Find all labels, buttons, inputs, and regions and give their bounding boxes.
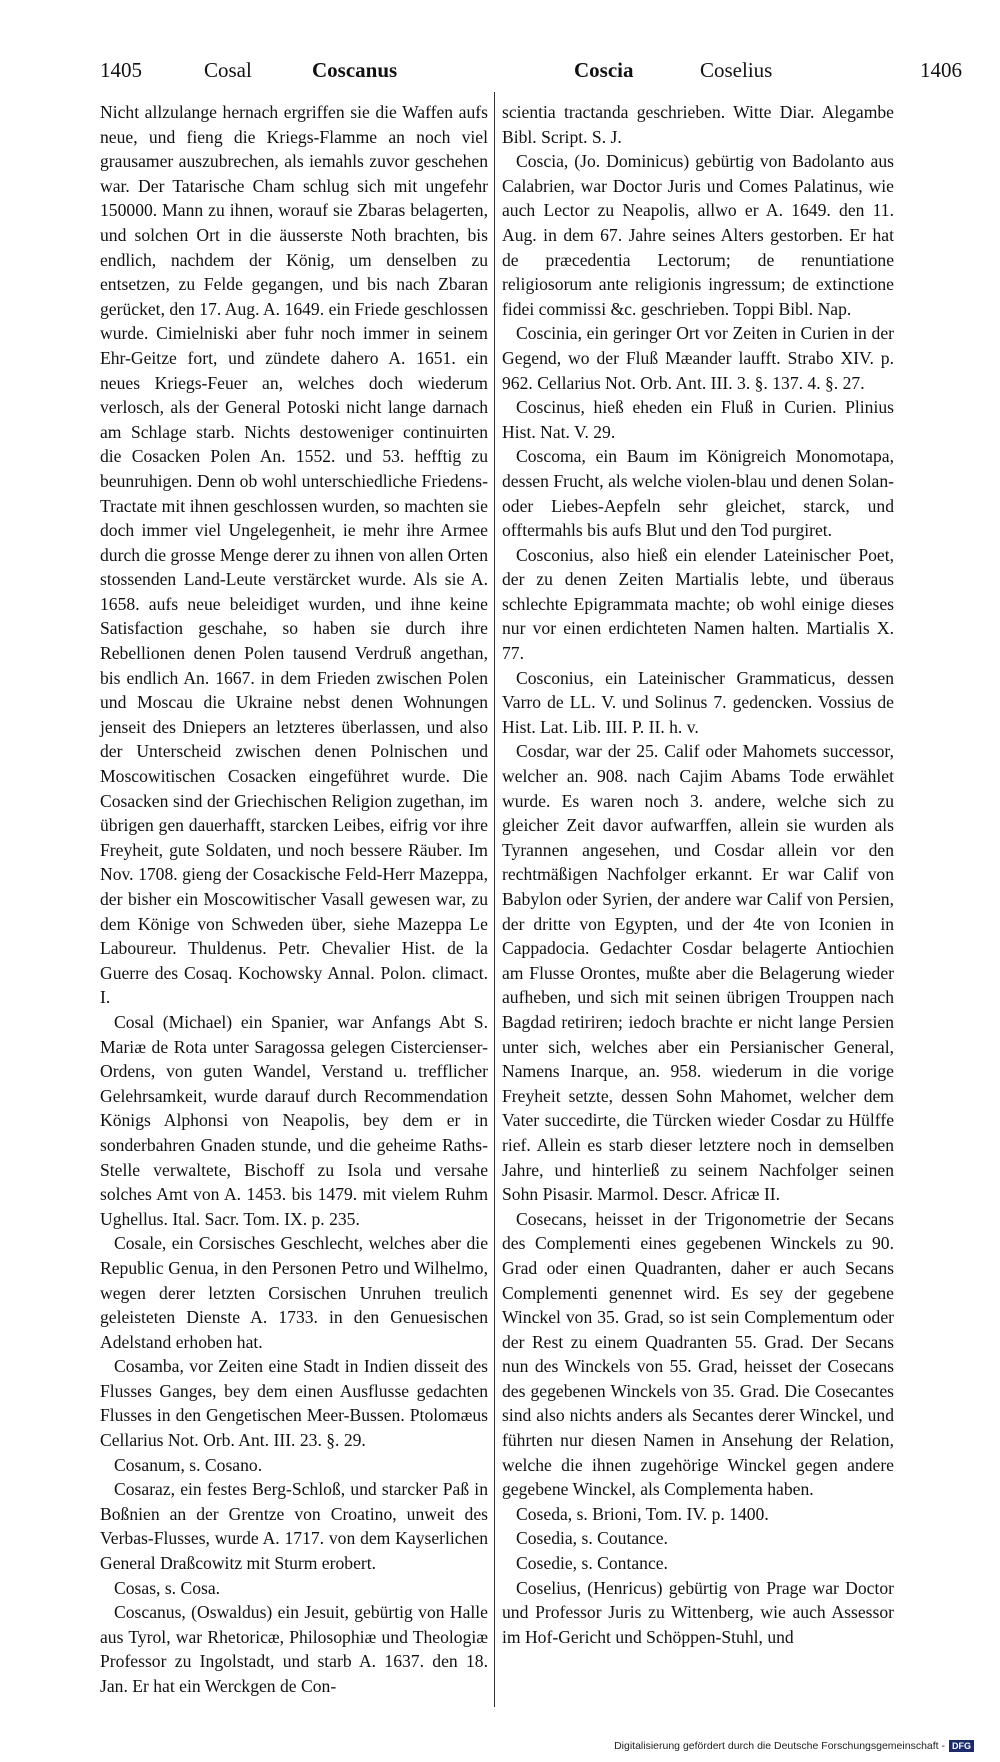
entry-paragraph: Coscinia, ein geringer Ort vor Zeiten in Curien in der Gegend, wo der Fluß Mæander laufft. Strabo XIV. p. 962. Cellarius Not. Orb. Ant. III. 3. §. 137. 4. §. 27. [502, 323, 894, 393]
page-number-left: 1405 [100, 58, 142, 82]
entry-paragraph: Cosaraz, ein festes Berg-Schloß, und starcker Paß in Boßnien an der Grentze von Croatino, unweit des Verbas-Flusses, wurde A. 1717. von dem Kayserlichen General Draßcowitz mit Sturm erobert. [100, 1479, 488, 1574]
entry-paragraph: Cosedie, s. Contance. [516, 1553, 668, 1574]
guide-word-left-2: Coscanus [312, 58, 398, 82]
entry-paragraph: Cosas, s. Cosa. [114, 1577, 221, 1598]
digitization-credit [614, 1740, 974, 1752]
guide-word-left-1: Cosal [204, 58, 252, 82]
entry-paragraph: Cosal (Michael) ein Spanier, war Anfangs Abt S. Mariæ de Rota unter Saragossa gelegen Cistercienser-Ordens, von guten Wandel, Verstand u. trefflicher Gelehrsamkeit, wurde darauf durch Recommendation Königs Alphonsi von Neapolis, bey dem er in sonderbahren Gnaden stunde, und die geheime Raths-Stelle verwaltete, Bischoff zu Isola und versahe solches Amt von A. 1453. bis 1479. mit vielem Ruhm Ughellus. Ital. Sacr. Tom. IX. p. 235. [100, 1011, 488, 1229]
entry-paragraph: Cosanum, s. Cosano. [114, 1454, 263, 1475]
column-divider [494, 92, 495, 1707]
entry-paragraph: Nicht allzulange hernach ergriffen sie die Waffen aufs neue, und fieng die Kriegs-Flamme an noch viel grausamer auszubrechen, als iemahls zuvor geschehen war. Der Tatarische Cham schlug sich mit ungefehr 150000. Mann zu ihnen, worauf sie Zbaras belagerten, und solchen Ort in die äusserste Noth brachten, bis endlich, nachdem der König, um denselben zu entsetzen, zu Felde gegangen, und bis nach Zbaran gerücket, den 17. Aug. A. 1649. ein Friede geschlossen wurde. Cimielniski aber fuhr noch immer in seinem Ehr-Geitze fort, und zündete dahero A. 1651. ein neues Kriegs-Feuer an, welches doch wiederum verlosch, als der General Potoski nicht lange darnach am Schlage starb. Nichts destoweniger continuirten die Cosacken Polen An. 1552. und 53. hefftig zu beunruhigen. Denn ob wohl unterschiedliche Friedens-Tractate mit ihnen geschlossen wurden, so machten sie doch immer viel Ungelegenheit, ie mehr ihre Armee durch die grosse Menge derer zu ihnen von allen Orten stossenden Land-Leute verstärcket wurde. Als sie A. 1658. aufs neue beleidiget wurden, und ihne keine Satisfaction geschahe, so haben sie durch ihre Rebellionen denen Polen tausend Verdruß angethan, bis endlich An. 1667. in dem Frieden zwischen Polen und Moscau die Ukraine nebst denen Wohnungen jenseit des Dniepers an letzteres überlassen, und also der Unterscheid zwischen denen Polnischen und Moscowitischen Cosacken eingeführet wurde. Die Cosacken sind der Griechischen Religion zugethan, im übrigen gen dauerhafft, starcken Leibes, eifrig vor ihre Freyheit, gute Soldaten, und noch bessere Räuber. Im Nov. 1708. gieng der Cosackische Feld-Herr Mazeppa, der bisher ein Moscowitischer Vasall gewesen war, zu dem Könige von Schweden über, siehe Mazeppa Le Laboureur. Thuldenus. Petr. Chevalier Hist. de la Guerre des Cosaq. Kochowsky Annal. Polon. climact. I. [100, 102, 488, 1008]
page-number-right: 1406 [920, 58, 962, 82]
credit-text: Digitalisierung gefördert durch die Deutsche Forschungsgemeinschaft - [614, 1740, 945, 1752]
entry-paragraph: Cosedia, s. Coutance. [516, 1528, 668, 1549]
entry-paragraph: Cosale, ein Corsisches Geschlecht, welches aber die Republic Genua, in den Personen Petro und Wilhelmo, wegen derer letzten Corsischen Unruhen treulich geleisteten Dienste A. 1733. in den Genuesischen Adelstand erhoben hat. [100, 1233, 488, 1352]
entry-paragraph: Cosconius, ein Lateinischer Grammaticus, dessen Varro de LL. V. und Solinus 7. gedencken. Vossius de Hist. Lat. Lib. III. P. II. h. v. [502, 667, 894, 737]
entry-paragraph: Cosecans, heisset in der Trigonometrie der Secans des Complementi eines gegebenen Winckels zu 90. Grad oder einen Quadranten, daher er auch Secans Complementi genennet wird. Es sey der gegebene Winckel von 35. Grad, so ist sein Complementum oder der Rest zu einem Quadranten 55. Grad. Der Secans nun des Winckels von 55. Grad, heisset der Cosecans des gegebenen Winckels von 35. Grad. Die Cosecantes sind also nichts anders als Secantes derer Winckel, und führten nur diesen Namen in Ansehung der Relation, welche die ihnen zugehörige Winckel gegen andere gegebene Winckel, als Complementa haben. [502, 1208, 894, 1500]
dfg-logo: DFG [949, 1740, 974, 1752]
entry-paragraph: Coscinus, hieß eheden ein Fluß in Curien. Plinius Hist. Nat. V. 29. [502, 397, 894, 442]
guide-word-right-2: Coselius [700, 58, 773, 82]
entry-paragraph: Cosamba, vor Zeiten eine Stadt in Indien disseit des Flusses Ganges, bey dem einen Ausflusse gedachten Flusses in den Gengetischen Meer-Bussen. Ptolomæus Cellarius Not. Orb. Ant. III. 23. §. 29. [100, 1356, 488, 1451]
entry-paragraph: Coseda, s. Brioni, Tom. IV. p. 1400. [516, 1503, 769, 1524]
entry-paragraph: scientia tractanda geschrieben. Witte Diar. Alegambe Bibl. Script. S. J. [502, 102, 894, 147]
right-column [502, 100, 894, 1649]
entry-paragraph: Cosconius, also hieß ein elender Lateinischer Poet, der zu denen Zeiten Martialis lebte, und überaus schlechte Epigrammata machte; ob wohl einige dieses nur vor einen erdichteten Namen halten. Martialis X. 77. [502, 544, 894, 664]
left-column [100, 100, 488, 1699]
entry-paragraph: Coselius, (Henricus) gebürtig von Prage war Doctor und Professor Juris zu Wittenberg, wie auch Assessor im Hof-Gericht und Schöppen-Stuhl, und [502, 1577, 894, 1647]
entry-paragraph: Coscia, (Jo. Dominicus) gebürtig von Badolanto aus Calabrien, war Doctor Juris und Comes Palatinus, wie auch Lector zu Neapolis, allwo er A. 1649. den 11. Aug. in dem 67. Jahre seines Alters gestorben. Er hat de præcedentia Lectorum; de renuntiatione religiosorum ante religionis ingressum; de extinctione fidei commissi &c. geschrieben. Toppi Bibl. Nap. [502, 151, 894, 319]
entry-paragraph: Cosdar, war der 25. Calif oder Mahomets successor, welcher an. 908. nach Cajim Abams Tode erwählet wurde. Es waren noch 3. andere, welche sich zu gleicher Zeit davor aufwarffen, allein sie wurden als Tyrannen angesehen, und Cosdar allein vor den rechtmäßigen Nachfolger erkannt. Er war Calif von Babylon oder Syrien, der andere war Calif von Persien, der dritte von Egypten, und der 4te von Iconien in Cappadocia. Gedachter Cosdar belagerte Antiochien am Flusse Orontes, mußte aber die Belagerung wieder aufheben, und sich mit seinen übrigen Trouppen nach Bagdad retiriren; iedoch brachte er nicht lange Persien unter sich, welches aber ein Persianischer General, Namens Inarque, an. 958. wiederum in die vorige Freyheit setzte, dessen Sohn Mahomet, welcher dem Vater succedirte, die Türcken wieder Cosdar zu Hülffe rief. Allein es starb dieser letztere noch in demselben Jahre, und hinterließ zu seinem Nachfolger seinen Sohn Pisasir. Marmol. Descr. Africæ II. [502, 741, 894, 1205]
running-header [100, 58, 980, 92]
entry-paragraph: Coscoma, ein Baum im Königreich Monomotapa, dessen Frucht, als welche violen-blau und denen Solan- oder Liebes-Aepfeln sehr gleichet, starck, und offtermahls bis aufs Blut und den Tod purgiret. [502, 446, 894, 541]
entry-paragraph: Coscanus, (Oswaldus) ein Jesuit, gebürtig von Halle aus Tyrol, war Rhetoricæ, Philosophiæ und Theologiæ Professor zu Ingolstadt, und starb A. 1637. den 18. Jan. Er hat ein Werckgen de Con- [100, 1602, 488, 1696]
guide-word-right-1: Coscia [574, 58, 634, 82]
